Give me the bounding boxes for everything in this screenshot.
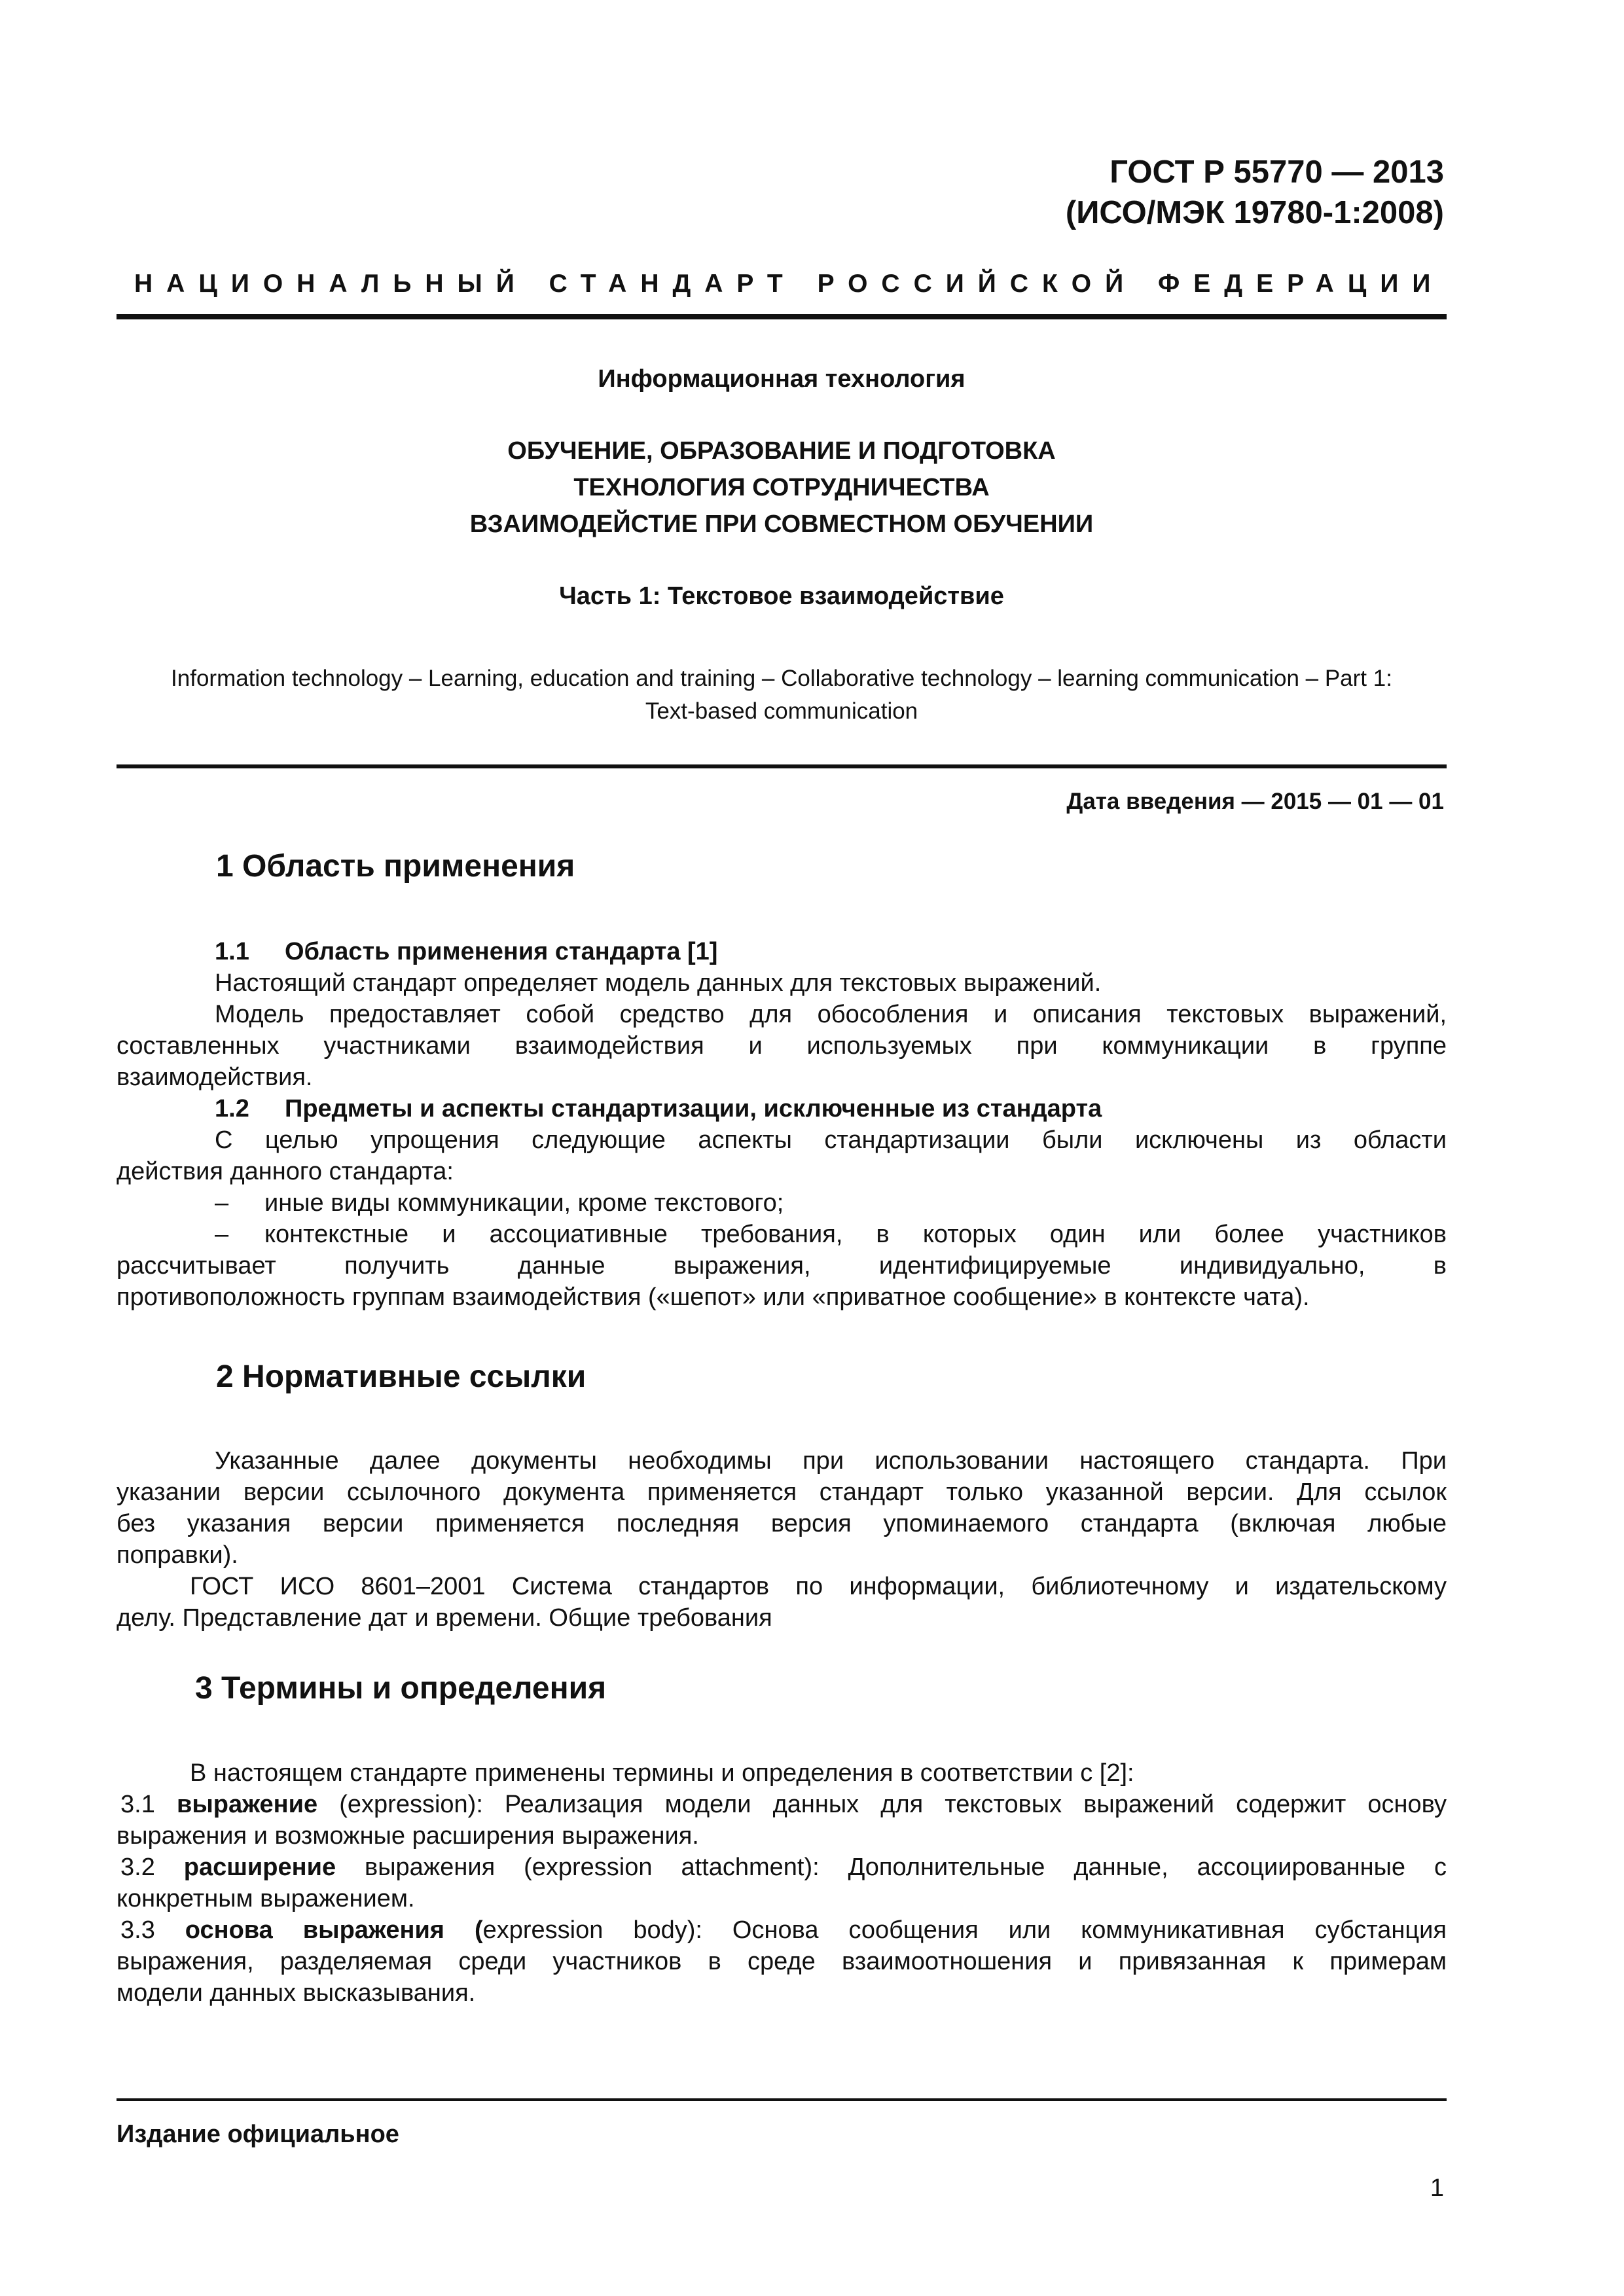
- subsection-1-2-heading: [117, 1093, 1447, 1124]
- iso-reference: (ИСО/МЭК 19780-1:2008): [1065, 195, 1444, 230]
- term-number: 3.3: [120, 1916, 155, 1944]
- header-divider: [117, 314, 1447, 319]
- reference-line: делу. Представление дат и времени. Общие требования: [117, 1604, 772, 1632]
- term-number: 3.2: [120, 1854, 155, 1881]
- section-3-title: 3 Термины и определения: [195, 1671, 607, 1706]
- subsection-number: 1.1: [215, 938, 249, 965]
- official-edition-label: Издание официальное: [117, 2121, 399, 2148]
- paragraph-line: С целью упрощения следующие аспекты стандартизации были исключены из области: [215, 1126, 1447, 1154]
- subsection-1-1-heading: [117, 936, 1447, 967]
- paragraph: В настоящем стандарте применены термины и определения в соответствии с [2]:: [190, 1759, 1134, 1787]
- paragraph-line: действия данного стандарта:: [117, 1158, 454, 1185]
- list-item-text: контекстные и ассоциативные требования, в которых один или более участников: [264, 1221, 1447, 1248]
- subject-title: Информационная технология: [598, 365, 965, 393]
- term-definition-line: выражения и возможные расширения выражения.: [117, 1822, 699, 1850]
- main-title: [117, 433, 1447, 543]
- dash-bullet: –: [215, 1221, 229, 1248]
- term-name: основа выражения (: [185, 1916, 483, 1944]
- paragraph: Настоящий стандарт определяет модель данных для текстовых выражений.: [215, 969, 1102, 997]
- list-item-text: рассчитывает получить данные выражения, идентифицируемые индивидуально, в: [117, 1252, 1447, 1280]
- subsection-title: Область применения стандарта [1]: [285, 938, 718, 965]
- term-name: выражение: [176, 1791, 318, 1818]
- dash-bullet: –: [215, 1189, 229, 1217]
- english-title-line: Information technology – Learning, education and training – Collaborative technology – learning communication – Part 1:: [171, 666, 1392, 691]
- term-3-1: [117, 1789, 1447, 1820]
- page-number: 1: [1430, 2174, 1444, 2202]
- paragraph-line: поправки).: [117, 1541, 238, 1569]
- title-divider: [117, 764, 1447, 768]
- footer-divider: [117, 2098, 1447, 2101]
- list-item: [117, 1219, 1447, 1250]
- term-definition-line: конкретным выражением.: [117, 1885, 415, 1912]
- standard-number: ГОСТ Р 55770 — 2013: [1110, 154, 1444, 190]
- section-3-body: [117, 1757, 1447, 2009]
- list-item-text: иные виды коммуникации, кроме текстового;: [264, 1189, 784, 1217]
- paragraph-line: указании версии ссылочного документа применяется стандарт только указанной версии. Для ссылок: [117, 1479, 1447, 1506]
- term-3-2: [117, 1852, 1447, 1883]
- term-definition-line: выражения, разделяемая среди участников в среде взаимоотношения и привязанная к примерам: [117, 1948, 1447, 1975]
- term-definition: (expression): Реализация модели данных для текстовых выражений содержит основу: [317, 1791, 1447, 1818]
- section-1-title: 1 Область применения: [216, 849, 575, 884]
- term-definition: expression body): Основа сообщения или коммуникативная субстанция: [482, 1916, 1447, 1944]
- title-line: ТЕХНОЛОГИЯ СОТРУДНИЧЕСТВА: [573, 474, 990, 501]
- title-line: ОБУЧЕНИЕ, ОБРАЗОВАНИЕ И ПОДГОТОВКА: [507, 437, 1056, 465]
- term-definition-line: модели данных высказывания.: [117, 1979, 476, 2007]
- section-2-body: [117, 1445, 1447, 1634]
- section-2-title: 2 Нормативные ссылки: [216, 1359, 586, 1394]
- list-item: [117, 1187, 1447, 1219]
- subsection-number: 1.2: [215, 1095, 249, 1122]
- paragraph-line: без указания версии применяется последняя версия упоминаемого стандарта (включая любые: [117, 1510, 1447, 1537]
- subsection-title: Предметы и аспекты стандартизации, исключенные из стандарта: [285, 1095, 1102, 1122]
- paragraph-line: Модель предоставляет собой средство для обособления и описания текстовых выражений,: [215, 1001, 1447, 1028]
- english-title: [117, 662, 1447, 728]
- part-title: Часть 1: Текстовое взаимодействие: [559, 583, 1004, 610]
- standard-designation: [1066, 152, 1444, 233]
- title-line: ВЗАИМОДЕЙСТИЕ ПРИ СОВМЕСТНОМ ОБУЧЕНИИ: [469, 511, 1094, 538]
- reference-line: ГОСТ ИСО 8601–2001 Система стандартов по информации, библиотечному и издательскому: [190, 1573, 1447, 1600]
- paragraph-line: Указанные далее документы необходимы при использовании настоящего стандарта. При: [215, 1447, 1447, 1475]
- term-number: 3.1: [120, 1791, 155, 1818]
- term-name: расширение: [183, 1854, 336, 1881]
- paragraph-line: составленных участниками взаимодействия и используемых при коммуникации в группе: [117, 1032, 1447, 1060]
- introduction-date: Дата введения — 2015 — 01 — 01: [1066, 789, 1444, 814]
- paragraph-line: взаимодействия.: [117, 1064, 313, 1091]
- english-title-line: Text-based communication: [645, 698, 918, 724]
- term-definition: выражения (expression attachment): Дополнительные данные, ассоциированные с: [336, 1854, 1447, 1881]
- national-standard-banner: НАЦИОНАЛЬНЫЙ СТАНДАРТ РОССИЙСКОЙ ФЕДЕРАЦИИ: [134, 270, 1445, 298]
- section-1-body: [117, 936, 1447, 1313]
- list-item-text: противоположность группам взаимодействия («шепот» или «приватное сообщение» в контексте чата).: [117, 1283, 1310, 1311]
- term-3-3: [117, 1914, 1447, 1946]
